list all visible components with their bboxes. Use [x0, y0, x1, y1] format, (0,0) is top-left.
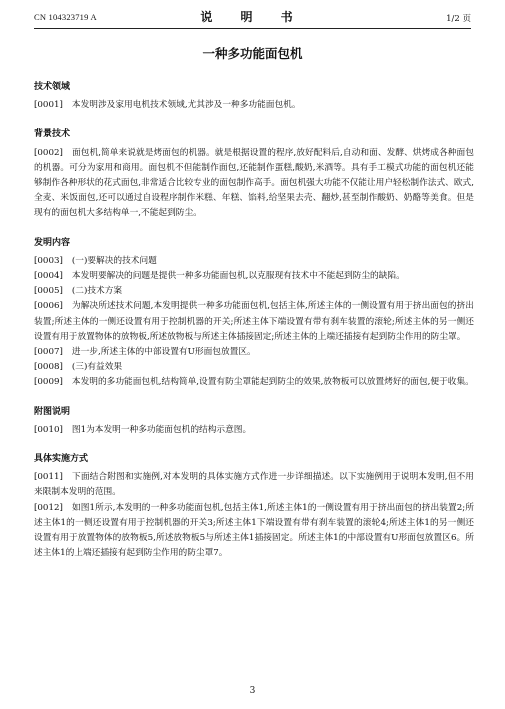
document-title: 一种多功能面包机 [202, 46, 303, 61]
document-type: 说 明 书 [200, 10, 305, 24]
paragraph [34, 470, 474, 500]
section-background [34, 127, 474, 221]
paragraph [34, 299, 474, 345]
paragraph-number: [0002] [34, 147, 63, 158]
section-heading: 技术领域 [34, 82, 71, 92]
paragraph [34, 98, 474, 113]
paragraph-number: [0008] [34, 362, 63, 373]
paragraph-text: 为解决所述技术问题,本发明提供一种多功能面包机,包括主体,所述主体的一侧设置有用于挤出面包的挤出装置;所述主体的一侧还设置有用于控制机器的开关;所述主体下端设置有带有刹车装置的滚轮;所述主体的另一侧还设置有用于放置物体的放物板,所述放物板与所述主体插接固定;所述主体的上端还插接有起到防尘作用的防尘罩。 [34, 301, 474, 342]
paragraph [34, 254, 474, 269]
paragraph-text: 本发明要解决的问题是提供一种多功能面包机,以克服现有技术中不能起到防尘的缺陷。 [71, 271, 405, 282]
paragraph-text: 进一步,所述主体的中部设置有U形面包放置区。 [71, 347, 256, 358]
paragraph [34, 269, 474, 284]
paragraph-number: [0007] [34, 347, 63, 358]
paragraph-number: [0009] [34, 377, 63, 388]
paragraph-text: 本发明涉及家用电机技术领域,尤其涉及一种多功能面包机。 [71, 100, 301, 111]
paragraph-text: 图1为本发明一种多功能面包机的结构示意图。 [71, 424, 252, 435]
paragraph-text: 如图1所示,本发明的一种多功能面包机,包括主体1,所述主体1的一侧设置有用于挤出面包的挤出装置2;所述主体1的一侧还设置有用于控制机器的开关3;所述主体1下端设置有带有刹车装置的滚轮4;所述主体1的另一侧还设置有用于放置物体的放物板5,所述放物板5与所述主体1插接固定。所述主体1的中部设置有U形面包放置区6。所述主体1的上端还插接有起到防尘作用的防尘罩7。 [34, 502, 474, 559]
paragraph [34, 423, 474, 438]
paragraph-text: (二)技术方案 [71, 286, 123, 297]
paragraph-number: [0003] [34, 255, 63, 266]
paragraph [34, 360, 474, 375]
section-drawings [34, 405, 474, 438]
paragraph-number: [0010] [34, 424, 63, 435]
paragraph-number: [0011] [34, 472, 63, 483]
paragraph [34, 345, 474, 360]
paragraph-number: [0004] [34, 271, 63, 282]
paragraph [34, 375, 474, 390]
page-number: 3 [249, 686, 256, 696]
paragraph-text: 下面结合附图和实施例,对本发明的具体实施方式作进一步详细描述。以下实施例用于说明本发明,但不用来限制本发明的范围。 [34, 472, 474, 498]
page-indicator: 1/2 页 [446, 14, 471, 24]
paragraph-number: [0001] [34, 100, 63, 111]
paragraph-number: [0005] [34, 286, 63, 297]
section-technical-field [34, 80, 474, 113]
section-heading: 具体实施方式 [34, 454, 89, 465]
section-heading: 背景技术 [34, 129, 71, 140]
paragraph-text: 本发明的多功能面包机,结构简单,设置有防尘罩能起到防尘的效果,放物板可以放置烤好的面包,便于收集。 [71, 377, 474, 388]
section-embodiment [34, 452, 474, 561]
header-rule [34, 28, 471, 29]
section-heading: 发明内容 [34, 237, 71, 248]
paragraph-number: [0006] [34, 301, 63, 312]
paragraph-number: [0012] [34, 502, 63, 513]
paragraph [34, 284, 474, 299]
paragraph [34, 501, 474, 562]
paragraph-text: (三)有益效果 [71, 362, 123, 373]
document-body [34, 80, 474, 561]
publication-number: CN 104323719 A [34, 12, 97, 22]
section-heading: 附图说明 [34, 406, 71, 417]
section-invention-content [34, 236, 474, 391]
paragraph-text: (一)要解决的技术问题 [71, 255, 157, 266]
page-header [34, 6, 471, 28]
paragraph [34, 146, 474, 222]
paragraph-text: 面包机,简单来说就是烤面包的机器。就是根据设置的程序,放好配料后,自动和面、发酵、烘烤成各种面包的机器。可分为家用和商用。面包机不但能制作面包,还能制作蛋糕,酸奶,米酒等。具有手工模式功能的面包机还能够制作各种形状的花式面包,非常适合比较专业的面包制作高手。面包机强大功能不仅能让用户轻松制作法式、欧式,全麦、米饭面包,还可以通过自设程序制作米糕、年糕、馅料,给坚果去壳、翻炒,甚至制作酸奶、奶酪等美食。但是现有的面包机大多结构单一,不能起到防尘。 [34, 147, 474, 219]
